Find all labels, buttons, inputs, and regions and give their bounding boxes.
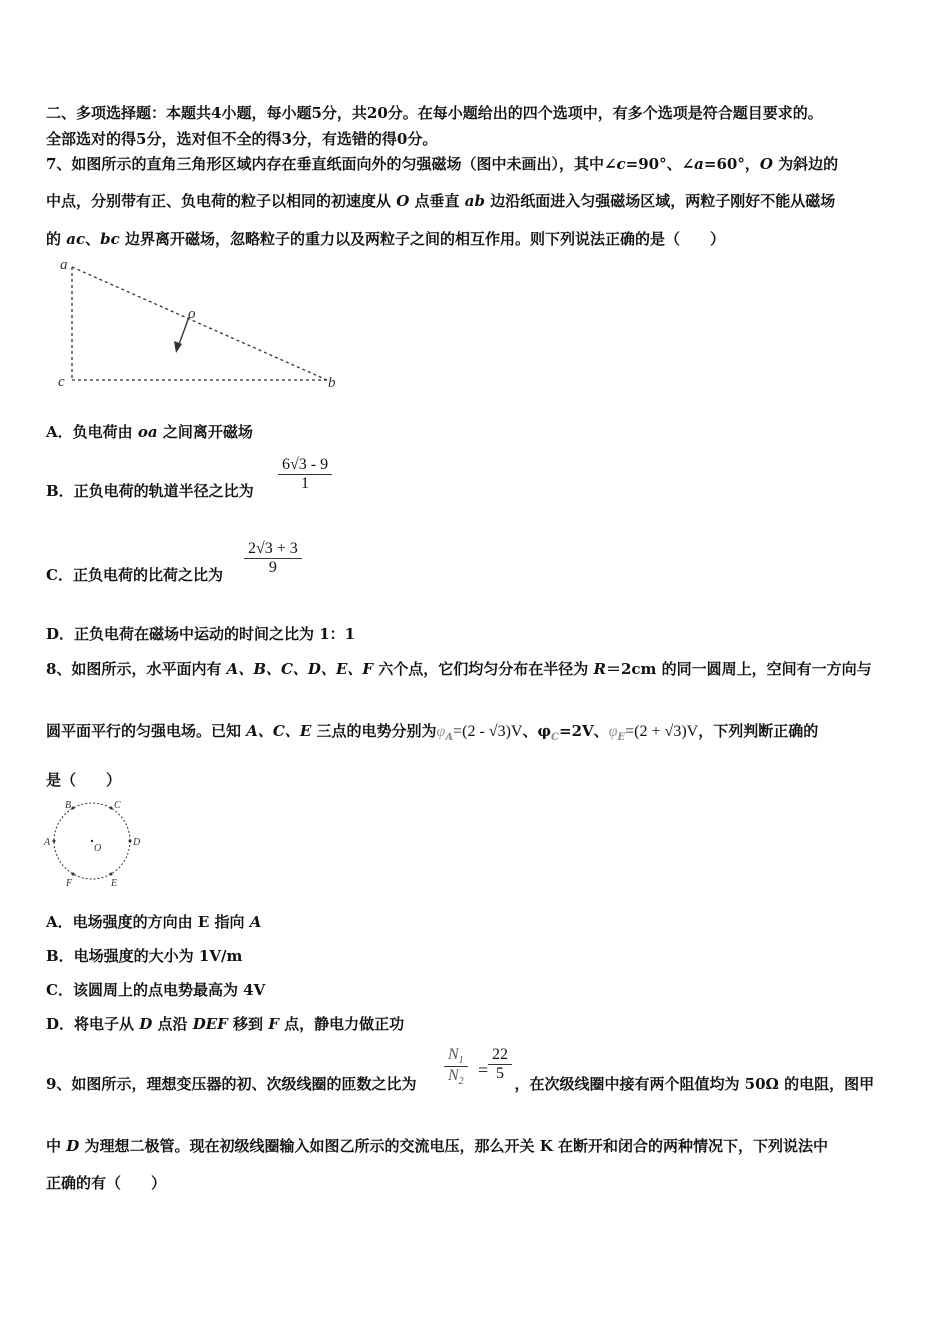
q9-ratio-rhs: 22 5 <box>488 1046 512 1083</box>
q9-ratio-lhs: $N_1$ $N_2$ <box>444 1046 468 1087</box>
q7-stem-line3: 的 ac、bc 边界离开磁场，忽略粒子的重力以及两粒子之间的相互作用。则下列说法正确的是（ ） <box>46 230 725 248</box>
q9-stem-line3: 正确的有（ ） <box>46 1174 167 1192</box>
label-B: B <box>65 800 72 811</box>
label-C: C <box>114 800 121 811</box>
q7-stem-line1: 7、如图所示的直角三角形区域内存在垂直纸面向外的匀强磁场（图中未画出），其中∠c=90°、∠a=60°，O 为斜边的 <box>46 155 839 173</box>
q8-stem-line2: 圆平面平行的匀强电场。已知 A、C、E 三点的电势分别为$\varphi_A=(2 - √3)V$、$\varphi_C=2V$、$\varphi_E=(2 + √3)V$，下列判断正确的 <box>46 722 819 743</box>
q9-ratio-equals: = <box>478 1060 489 1080</box>
q8-option-a: A．电场强度的方向由 E 指向 A <box>46 913 262 931</box>
section-heading-cont: 全部选对的得5分，选对但不全的得3分，有选错的得0分。 <box>46 130 438 148</box>
q8-option-d: D．将电子从 D 点沿 DEF 移到 F 点，静电力做正功 <box>46 1015 405 1033</box>
q7-triangle-figure <box>52 255 352 395</box>
label-O: O <box>94 843 102 854</box>
q8-stem-line1: 8、如图所示，水平面内有 A、B、C、D、E、F 六个点，它们均匀分布在半径为 R＝2cm 的同一圆周上，空间有一方向与 <box>46 660 872 678</box>
q7-option-b: B．正负电荷的轨道半径之比为 <box>46 482 254 500</box>
q7-option-a: A．负电荷由 oa 之间离开磁场 <box>46 423 253 441</box>
label-A: A <box>44 837 51 848</box>
label-F: F <box>66 878 73 888</box>
q8-option-c: C．该圆周上的点电势最高为 4V <box>46 981 266 999</box>
label-c: c <box>58 374 65 390</box>
q9-stem-line1: 9、如图所示，理想变压器的初、次级线圈的匝数之比为 ，在次级线圈中接有两个阻值均为 50Ω 的电阻，图甲 <box>46 1075 875 1093</box>
label-o: o <box>188 306 196 322</box>
q7-option-c-fraction: 2√3 + 3 9 <box>244 540 302 577</box>
q9-stem-line2: 中 D 为理想二极管。现在初级线圈输入如图乙所示的交流电压，那么开关 K 在断开和闭合的两种情况下，下列说法中 <box>46 1137 828 1155</box>
q7-option-b-fraction: 6√3 - 9 1 <box>278 456 332 493</box>
label-D: D <box>133 837 141 848</box>
q8-stem-line3: 是（ ） <box>46 771 122 789</box>
label-a: a <box>60 257 68 273</box>
label-b: b <box>328 375 336 391</box>
section-heading: 二、多项选择题：本题共4小题，每小题5分，共20分。在每小题给出的四个选项中，有多个选项是符合题目要求的。 <box>46 104 823 122</box>
q7-option-d: D．正负电荷在磁场中运动的时间之比为 1：1 <box>46 625 356 643</box>
q7-stem-line2: 中点，分别带有正、负电荷的粒子以相同的初速度从 O 点垂直 ab 边沿纸面进入匀强磁场区域，两粒子刚好不能从磁场 <box>46 192 836 210</box>
q7-option-c: C．正负电荷的比荷之比为 <box>46 566 223 584</box>
q8-option-b: B．电场强度的大小为 1V/m <box>46 947 243 965</box>
label-E: E <box>111 878 118 888</box>
q8-circle-figure <box>42 796 152 888</box>
